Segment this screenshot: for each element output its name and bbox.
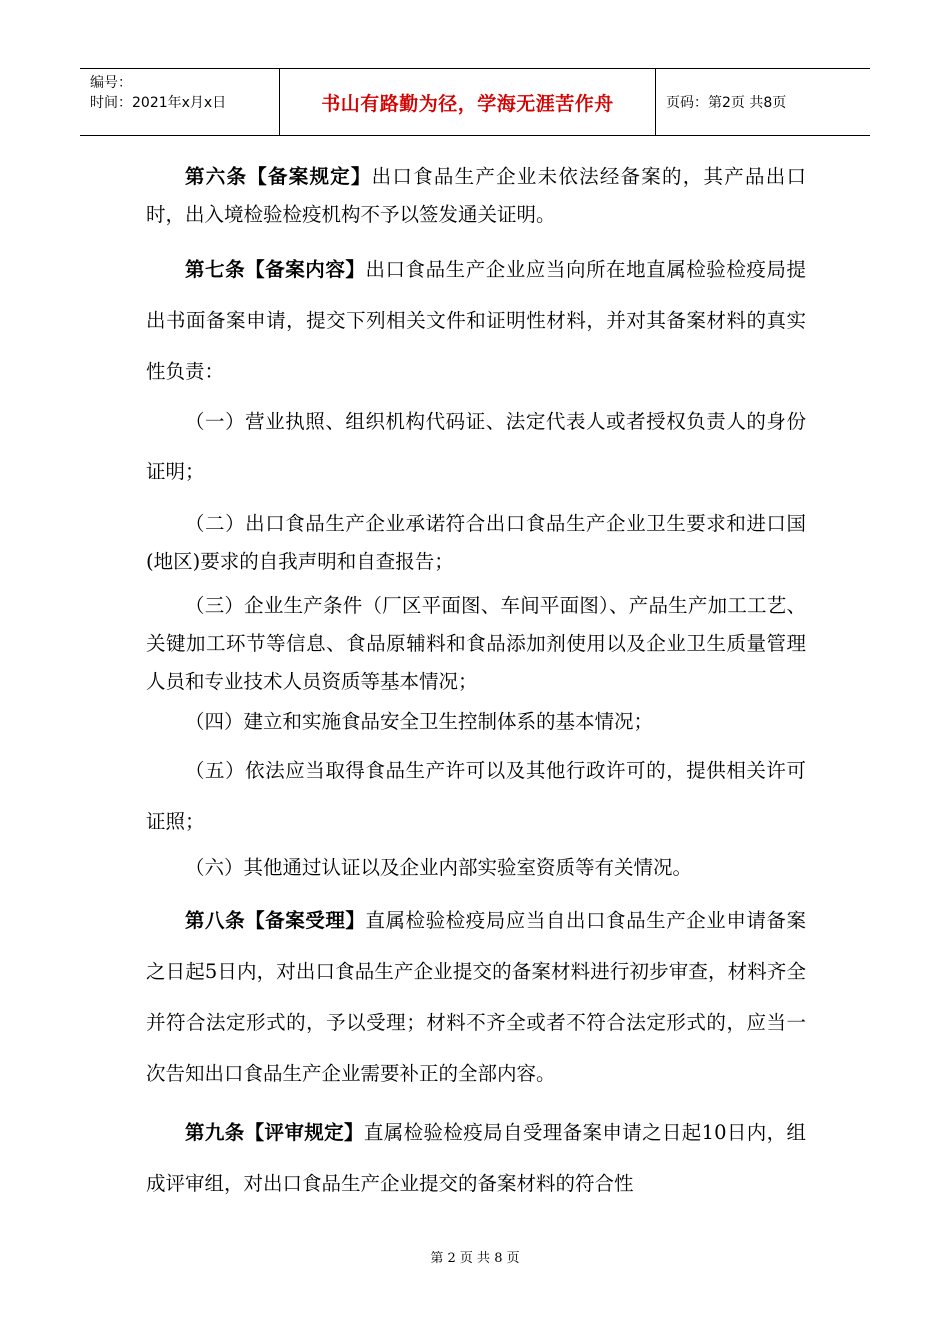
article-heading: 第六条【备案规定】	[185, 165, 372, 188]
list-item: （四）建立和实施食品安全卫生控制体系的基本情况；	[185, 710, 654, 733]
header-meta	[80, 69, 280, 135]
article-paragraph	[146, 895, 806, 1099]
article-text: 直属检验检疫局应当自出口食品生产企业申请备案之日起5日内，对出口食品生产企业提交的备案材料进行初步审查，材料齐全并符合法定形式的，予以受理；材料不齐全或者不符合法定形式的，应当一次告知出口食品生产企业需要补正的全部内容。	[146, 909, 806, 1085]
document-time-label: 时间：2021年x月x日	[90, 95, 227, 111]
article-paragraph	[146, 158, 806, 234]
list-item: （三）企业生产条件（厂区平面图、车间平面图）、产品生产加工工艺、关键加工环节等信息、食品原辅料和食品添加剂使用以及企业卫生质量管理人员和专业技术人员资质等基本情况；	[146, 594, 806, 693]
list-item: （六）其他通过认证以及企业内部实验室资质等有关情况。	[185, 856, 693, 879]
article-text: 直属检验检疫局自受理备案申请之日起10日内，组成评审组，对出口食品生产企业提交的备案材料的符合性	[146, 1121, 806, 1195]
header-motto: 书山有路勤为径，学海无涯苦作舟	[280, 69, 656, 135]
page-header	[80, 68, 870, 136]
list-item: （二）出口食品生产企业承诺符合出口食品生产企业卫生要求和进口国(地区)要求的自我声明和自查报告；	[146, 512, 806, 573]
article-heading: 第八条【备案受理】	[185, 909, 366, 932]
article-paragraph	[146, 244, 806, 397]
list-item: （一）营业执照、组织机构代码证、法定代表人或者授权负责人的身份证明；	[146, 410, 806, 483]
header-page-info: 页码：第2页 共8页	[666, 95, 787, 111]
article-heading: 第九条【评审规定】	[185, 1121, 364, 1144]
article-heading: 第七条【备案内容】	[185, 258, 366, 281]
list-item: （五）依法应当取得食品生产许可以及其他行政许可的，提供相关许可证照；	[146, 759, 806, 833]
article-text: 出口食品生产企业未依法经备案的，其产品出口时，出入境检验检疫机构不予以签发通关证明。	[146, 165, 806, 226]
document-body	[146, 158, 806, 1209]
article-text: 出口食品生产企业应当向所在地直属检验检疫局提出书面备案申请，提交下列相关文件和证明性材料，并对其备案材料的真实性负责：	[146, 258, 806, 383]
article-paragraph	[146, 1107, 806, 1209]
document-number-label: 编号：	[90, 75, 132, 91]
page-footer: 第 2 页 共 8 页	[430, 1251, 520, 1266]
